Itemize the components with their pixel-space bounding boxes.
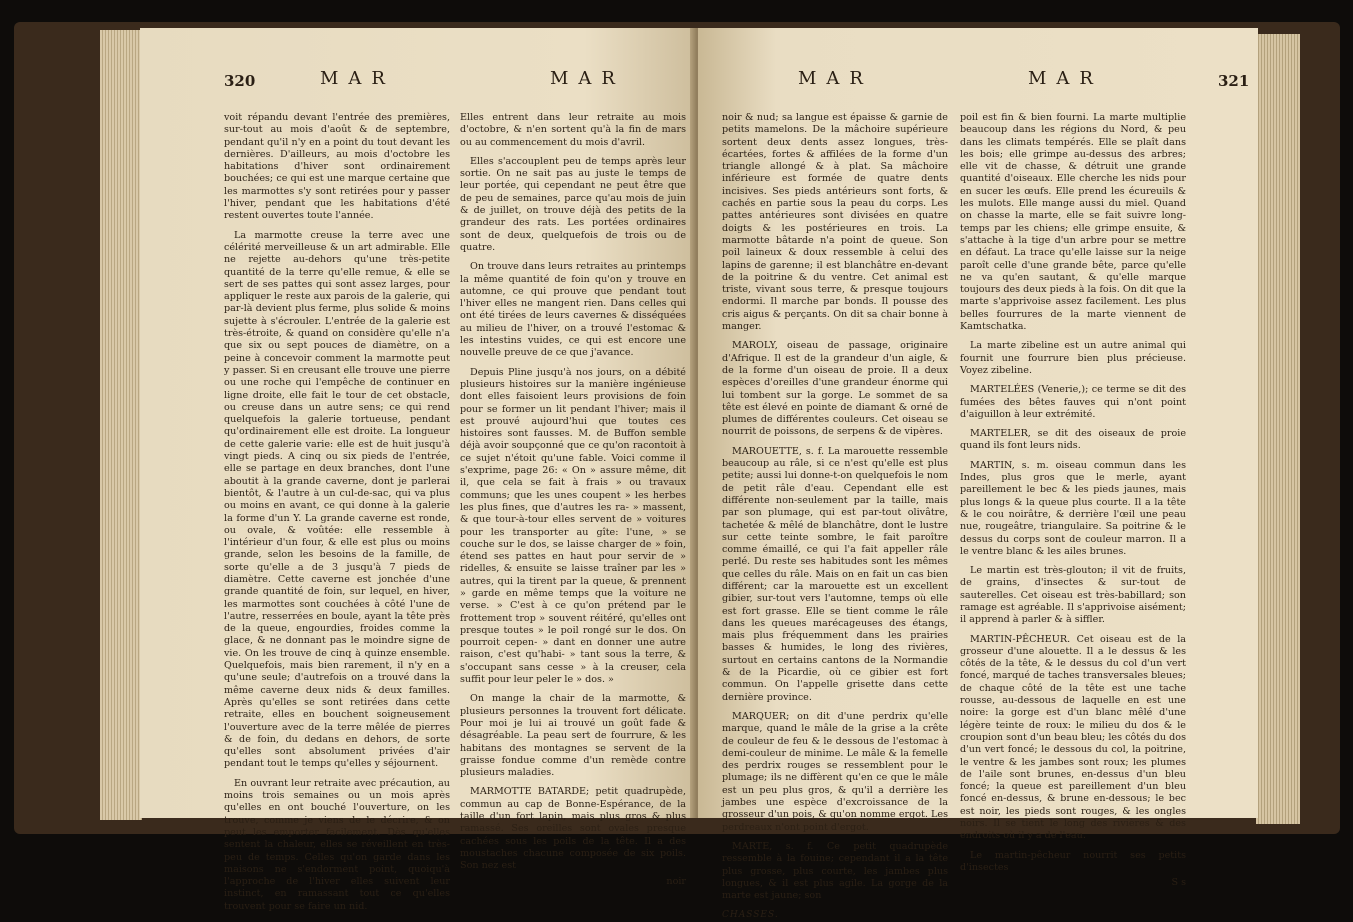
paragraph: En ouvrant leur retraite avec précaution, au moins trois semaines ou un mois après qu'elles en ont bouché l'ouverture, on les trouve, comme je viens de le décrire, & on peut les emporter facilement. Dès qu'elles sentent la chaleur, elles se réveillent en très-peu de temps. Celles qu'on garde dans les maisons ne s'endorment point, quoiqu'à l'approche de l'hiver elles suivent leur instinct, en ramassant tout ce qu'elles trouvent pour se faire un nid. bbox=[224, 777, 450, 912]
signature-mark: S s bbox=[1171, 877, 1186, 889]
paragraph: La marte zibeline est un autre animal qui fournit une fourrure bien plus précieuse. Voyez zibeline. bbox=[960, 340, 1186, 376]
paragraph: MARTE, s. f. Ce petit quadrupède ressemble à la fouine; cependant il a la tête plus grosse, plus courte, les jambes plus longues, & il est plus agile. La gorge de la marte est jaune; son bbox=[722, 840, 948, 902]
paragraph: MARTELÉES (Venerie,); ce terme se dit des fumées des bêtes fauves qui n'ont point d'aiguillon à leur extrémité. bbox=[960, 384, 1186, 420]
right-page bbox=[698, 28, 1258, 921]
running-head: MAR bbox=[1028, 68, 1103, 89]
paragraph: MARQUER; on dit d'une perdrix qu'elle marque, quand le mâle de la grise a la crête de couleur de feu & le dessous de l'estomac à demi-couleur de minime. Le mâle & la femelle des perdrix rouges se ressemblent pour le plumage; ils ne diffèrent qu'en ce que le mâle est un peu plus gros, & qu'il a derrière les jambes une espèce d'excroissance de la grosseur d'un pois, & qu'on nomme ergot. Les perdreaux n'ont point d'ergot. bbox=[722, 710, 948, 833]
paragraph: Depuis Pline jusqu'à nos jours, on a débité plusieurs histoires sur la manière ingénieuse dont elles faisoient leurs provisions de foin pour se former un lit pendant l'hiver; mais il est prouvé aujourd'hui que toutes ces histoires sont fausses. M. de Buffon semble déjà avoir soupçonné que ce qu'on racontoit à ce sujet n'étoit qu'une fable. Voici comme il s'exprime, page 26: « On » assure même, dit il, que cela se fait à frais » ou travaux communs; que les unes coupent » les herbes les plus fines, que d'autres les ra- » massent, & que tour-à-tour elles servent de » voitures pour les transporter au gîte: l'une, » se couche sur le dos, se laisse charger de » foin, étend ses pattes en haut pour servir de » ridelles, & ensuite se laisse traîner par les » autres, qui la tirent par la queue, & prennent » garde en même temps que la voiture ne verse. » C'est à ce qu'on prétend par le frottement trop » souvent réitéré, qu'elles ont presque toutes » le poil rongé sur le dos. On pourroit cepen- » dant en donner une autre raison, c'est qu'habi- » tant sous la terre, & s'occupant sans cesse » à la creuser, cela suffit pour leur peler le » dos. » bbox=[460, 366, 686, 686]
paragraph: Le martin-pêcheur nourrit ses petits d'insectes bbox=[960, 849, 1186, 873]
paragraph: MARTELER, se dit des oiseaux de proie quand ils font leurs nids. bbox=[960, 428, 1186, 452]
signature-mark: CHASSES. bbox=[722, 910, 779, 921]
page-edges-right bbox=[1256, 34, 1300, 824]
right-page-header bbox=[698, 66, 1258, 106]
paragraph: Elles s'accouplent peu de temps après leur sortie. On ne sait pas au juste le temps de leur portée, qui cependant ne peut être que de peu de semaines, parce qu'au mois de juin & de juillet, on trouve déjà des petits de la grandeur des rats. Les portées ordinaires sont de deux, quelquefois de trois ou de quatre. bbox=[460, 155, 686, 253]
page-number: 321 bbox=[1218, 72, 1250, 90]
paragraph: Elles entrent dans leur retraite au mois d'octobre, & n'en sortent qu'à la fin de mars ou au commencement du mois d'avril. bbox=[460, 112, 686, 148]
left-page-header bbox=[140, 66, 696, 106]
paragraph: MAROLY, oiseau de passage, originaire d'Afrique. Il est de la grandeur d'un aigle, & de la forme d'un oiseau de proie. Il a deux espèces d'oreilles d'une grandeur énorme qui lui tombent sur la gorge. Le sommet de sa tête est élevé en pointe de diamant & orné de plumes de différentes couleurs. Cet oiseau se nourrit de poissons, de serpens & de vipères. bbox=[722, 340, 948, 438]
running-head: MAR bbox=[550, 68, 625, 89]
paragraph: On trouve dans leurs retraites au printemps la même quantité de foin qu'on y trouve en automne, ce qui prouve que pendant tout l'hiver elles ne mangent rien. Dans celles qui ont été tirées de leurs cavernes & disséquées au milieu de l'hiver, on a trouvé l'estomac & les intestins vuides, ce qui est encore une nouvelle preuve de ce que j'avance. bbox=[460, 261, 686, 359]
paragraph: MARMOTTE BATARDE; petit quadrupède, commun au cap de Bonne-Espérance, de la taille d'un fort lapin, mais plus gros & plus ramassé. Ses oreilles sont ovales presque cachées sous les poils de la tête. Il a des moustaches chacune composée de six poils. Son nez est bbox=[460, 786, 686, 872]
paragraph: noir & nud; sa langue est épaisse & garnie de petits mamelons. De la mâchoire supérieure sortent deux dents assez longues, très-écartées, fortes & affilées de la forme d'un triangle allongé & à plat. Sa mâchoire inférieure est formée de quatre dents incisives. Ses pieds antérieurs sont forts, & cachés en partie sous la peau du corps. Les pattes antérieures sont divisées en quatre doigts & les postérieures en trois. La marmotte bâtarde n'a point de queue. Son poil laineux & doux ressemble à celui des lapins de garenne; il est blanchâtre en-devant de la poitrine & du ventre. Cet animal est triste, vivant sous terre, & presque toujours endormi. Il marche par bonds. Il pousse des cris aigus & perçants. On dit sa chair bonne à manger. bbox=[722, 112, 948, 333]
text-column bbox=[460, 112, 686, 888]
paragraph: La marmotte creuse la terre avec une célérité merveilleuse & un art admirable. Elle ne rejette au-dehors qu'une très-petite quantité de la terre qu'elle remue, & elle se sert de ses pattes qui sont assez larges, pour appliquer le reste aux parois de la galerie, qui par-là devient plus ferme, plus solide & moins sujette à s'écrouler. L'entrée de la galerie est très-étroite, & quand on considère qu'elle n'a que six ou sept pouces de diamètre, on a peine à concevoir comment la marmotte peut y passer. Si en creusant elle trouve une pierre ou une roche qui l'empêche de continuer en ligne droite, elle fait le tour de cet obstacle, ou creuse dans un autre sens; ce qui rend quelquefois la galerie tortueuse, pendant qu'ordinairement elle est droite. La longueur de cette galerie varie: elle est de huit jusqu'à vingt pieds. A cinq ou six pieds de l'entrée, elle se partage en deux branches, dont l'une aboutit à la grande caverne, dont je parlerai bientôt, & l'autre à un cul-de-sac, qui va plus ou moins en avant, ce qui donne à la galerie la forme d'un Y. La grande caverne est ronde, ou ovale, & voûtée: elle ressemble à l'intérieur d'un four, & elle est plus ou moins grande, selon les besoins de la famille, de sorte qu'elle a de 3 jusqu'à 7 pieds de diamètre. Cette caverne est jonchée d'une grande quantité de foin, sur lequel, en hiver, les marmottes sont couchées à côté l'une de l'autre, resserrées en boule, ayant la tête près de la queue, engourdies, froides comme la glace, & ne donnant pas le moindre signe de vie. On les trouve de cinq à quinze ensemble. Quelquefois, mais bien rarement, il n'y en a qu'une seule; d'autrefois on a trouvé dans la même caverne deux nids & deux familles. Après qu'elles se sont retirées dans cette retraite, elles en bouchent soigneusement l'ouverture avec de la terre mêlée de pierres & de foin, du dedans en dehors, de sorte qu'elles sont absolument privées d'air pendant tout le temps qu'elles y séjournent. bbox=[224, 229, 450, 770]
paragraph: Le martin est très-glouton; il vit de fruits, de grains, d'insectes & sur-tout de sauterelles. Cet oiseau est très-babillard; son ramage est agréable. Il s'apprivoise aisément; il apprend à parler & à siffler. bbox=[960, 565, 1186, 626]
running-head: MAR bbox=[798, 68, 873, 89]
running-head: MAR bbox=[320, 68, 395, 89]
paragraph: MAROUETTE, s. f. La marouette ressemble beaucoup au râle, si ce n'est qu'elle est plus petite; aussi lui donne-t-on quelquefois le nom de petit râle d'eau. Cependant elle est différente non-seulement par la taille, mais par son plumage, qui est par-tout olivâtre, tachetée & mêlé de blanchâtre, dont le lustre sur cette teinte sombre, le fait paroître comme émaillé, ce qui l'a fait appeller râle perlé. Du reste ses habitudes sont les mêmes que celles du râle. Mais on en fait un cas bien différent; car la marouette est un excellent gibier, sur-tout vers l'automne, temps où elle est fort grasse. Elle se tient comme le râle dans les queues marécageuses des étangs, mais plus fréquemment dans les prairies basses & humides, le long des rivières, surtout en certains cantons de la Normandie & de la Picardie, où ce gibier est fort commun. On l'appelle grisette dans cette dernière province. bbox=[722, 445, 948, 703]
text-column bbox=[960, 112, 1186, 890]
page-number: 320 bbox=[224, 72, 256, 90]
text-column bbox=[224, 112, 450, 920]
left-page bbox=[140, 28, 696, 912]
text-column bbox=[722, 112, 948, 922]
paragraph: MARTIN, s. m. oiseau commun dans les Indes, plus gros que le merle, ayant pareillement le bec & les pieds jaunes, mais plus longs & la queue plus courte. Il a la tête & le cou noirâtre, & derrière l'œil une peau nue, rougeâtre, triangulaire. Sa poitrine & le dessus du corps sont de couleur marron. Il a le ventre blanc & les ailes brunes. bbox=[960, 459, 1186, 557]
page-edges-left bbox=[100, 30, 142, 820]
paragraph: MARTIN-PÊCHEUR. Cet oiseau est de la grosseur d'une alouette. Il a le dessus & les côtés de la tête, & le dessus du col d'un vert foncé, marqué de taches transversales bleues; de chaque côté de la tête est une tache rousse, au-dessous de laquelle en est une noire: la gorge est d'un blanc mêlé d'une légère teinte de roux: le milieu du dos & le croupion sont d'un beau bleu; les côtés du dos d'un vert foncé; le dessous du col, la poitrine, le ventre & les jambes sont roux; les plumes de l'aile sont brunes, en-dessus d'un bleu foncé; la queue est pareillement d'un bleu foncé en-dessus, & brune en-dessous; le bec est noir, les pieds sont rouges, & les ongles noirs. Il se tient le long des rivières & des endroits où il y a de l'eau. bbox=[960, 633, 1186, 842]
catchword: noir bbox=[666, 875, 686, 887]
paragraph: poil est fin & bien fourni. La marte multiplie beaucoup dans les régions du Nord, & peu dans les climats tempérés. Elle se plaît dans les bois; elle grimpe au-dessus des arbres; elle vit de chasse, & détruit une grande quantité d'oiseaux. Elle cherche les nids pour en sucer les œufs. Elle prend les écureuils & les mulots. Elle mange aussi du miel. Quand on chasse la marte, elle se fait suivre long-temps par les chiens; elle grimpe ensuite, & s'attache à la tige d'un arbre pour se mettre en défaut. La trace qu'elle laisse sur la neige paroît celle d'une grande bête, parce qu'elle ne va qu'en sautant, & qu'elle marque toujours des deux pieds à la fois. On dit que la marte s'apprivoise assez facilement. Les plus belles fourrures de la marte viennent de Kamtschatka. bbox=[960, 112, 1186, 333]
paragraph: voit répandu devant l'entrée des premières, sur-tout au mois d'août & de septembre, pendant qu'il n'y en a point du tout devant les dernières. D'ailleurs, au mois d'octobre les habitations d'hiver sont ordinairement bouchées; ce qui est une marque certaine que les marmottes s'y sont retirées pour y passer l'hiver, pendant que les habitations d'été restent ouvertes toute l'année. bbox=[224, 112, 450, 222]
paragraph: On mange la chair de la marmotte, & plusieurs personnes la trouvent fort délicate. Pour moi je lui ai trouvé un goût fade & désagréable. La peau sert de fourrure, & les habitans des montagnes se servent de la graisse fondue comme d'un remède contre plusieurs maladies. bbox=[460, 693, 686, 779]
